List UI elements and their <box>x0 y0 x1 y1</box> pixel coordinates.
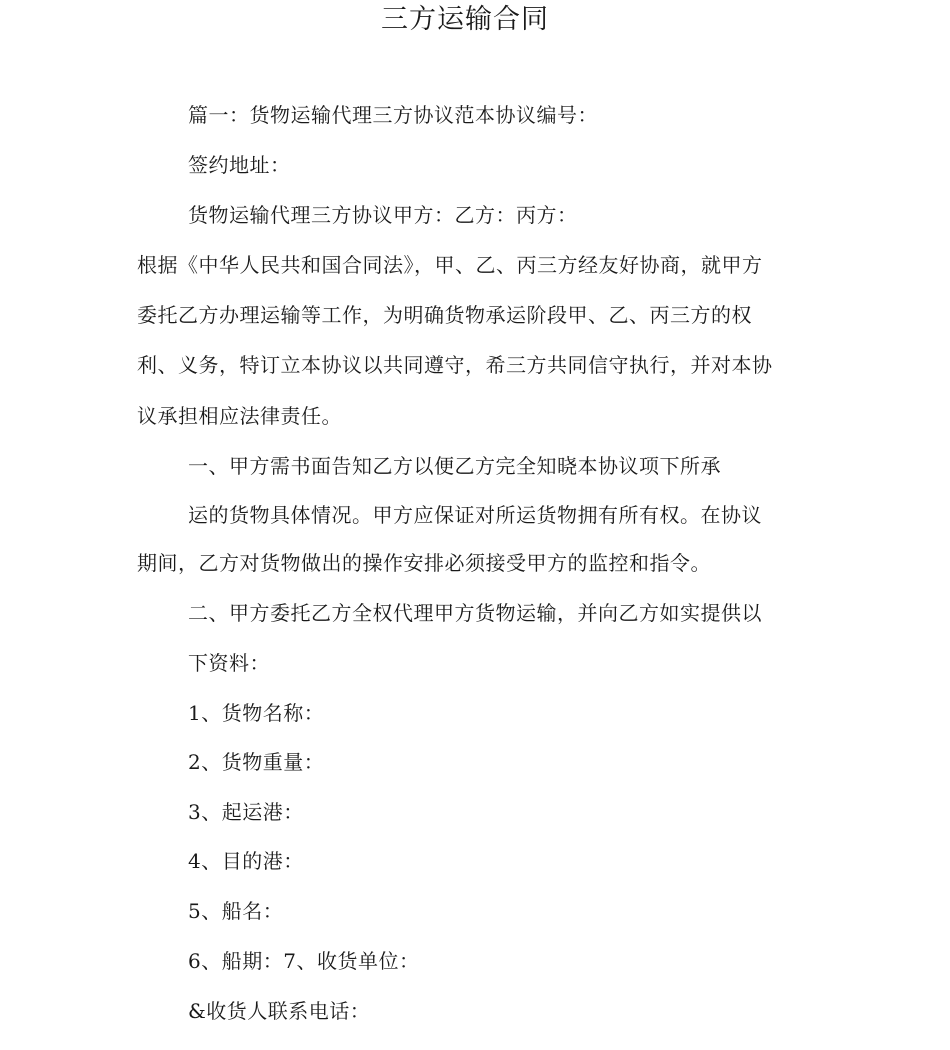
paragraph-line: 运的货物具体情况。甲方应保证对所运货物拥有所有权。在协议 <box>188 503 762 527</box>
list-item: &收货人联系电话： <box>188 999 371 1023</box>
paragraph-line: 货物运输代理三方协议甲方：乙方：丙方： <box>188 203 578 227</box>
paragraph-line: 利、义务，特订立本协议以共同遵守，希三方共同信守执行，并对本协 <box>137 353 773 377</box>
list-item: 3、起运港： <box>188 800 304 824</box>
paragraph-line: 委托乙方办理运输等工作，为明确货物承运阶段甲、乙、丙三方的权 <box>137 303 752 327</box>
list-item: 5、船名： <box>188 899 284 923</box>
list-item: 4、目的港： <box>188 849 304 873</box>
list-item: 2、货物重量： <box>188 750 325 774</box>
list-item: 6、船期：7、收货单位： <box>188 949 420 973</box>
paragraph-line: 一、甲方需书面告知乙方以便乙方完全知晓本协议项下所承 <box>188 454 721 478</box>
paragraph-line: 签约地址： <box>188 153 291 177</box>
paragraph-line: 篇一：货物运输代理三方协议范本协议编号： <box>188 103 598 127</box>
paragraph-line: 二、甲方委托乙方全权代理甲方货物运输，并向乙方如实提供以 <box>188 601 762 625</box>
paragraph-line: 议承担相应法律责任。 <box>137 404 342 428</box>
paragraph-line: 期间，乙方对货物做出的操作安排必须接受甲方的监控和指令。 <box>137 551 711 575</box>
list-item: 1、货物名称： <box>188 701 325 725</box>
paragraph-line: 根据《中华人民共和国合同法》，甲、乙、丙三方经友好协商，就甲方 <box>137 253 763 277</box>
document-title: 三方运输合同 <box>381 4 549 35</box>
paragraph-line: 下资料： <box>188 651 270 675</box>
